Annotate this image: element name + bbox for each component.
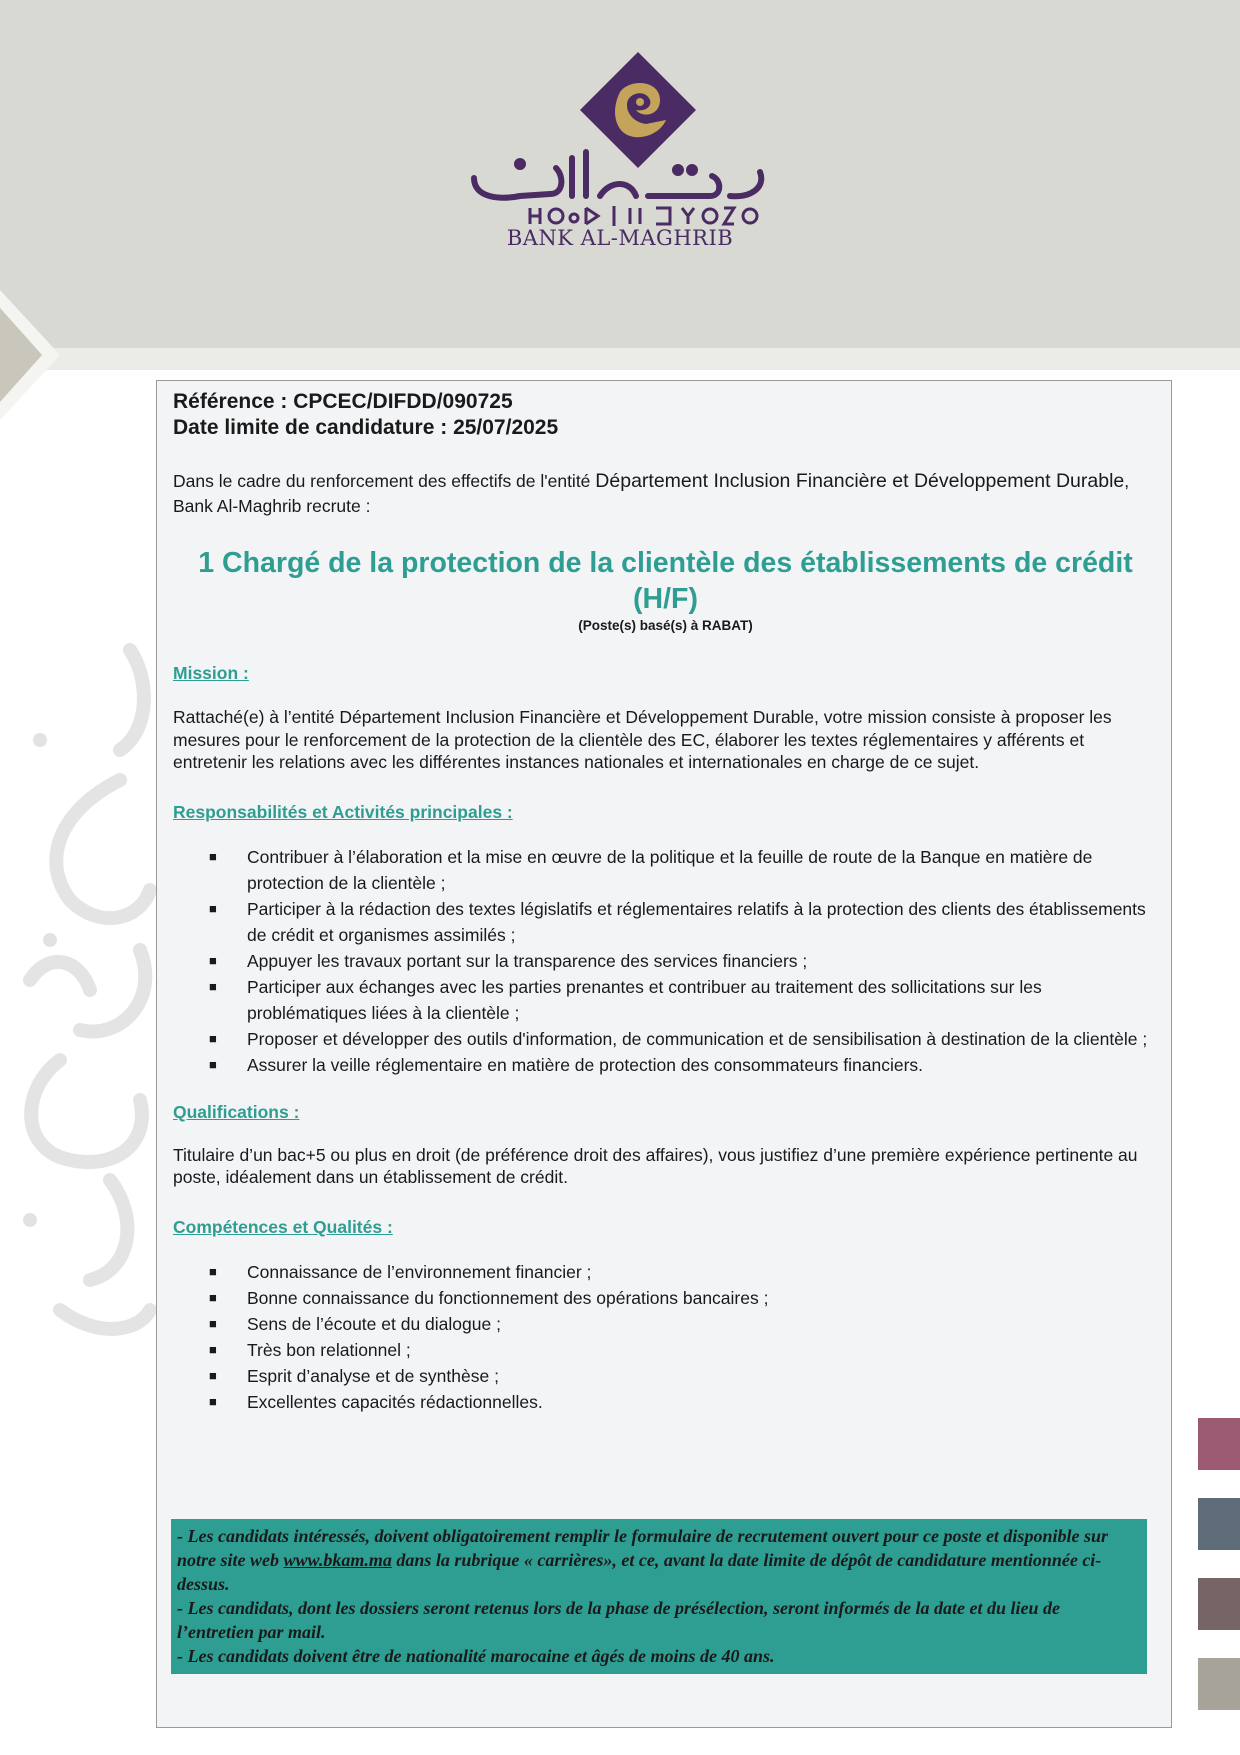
- header-strip: [0, 348, 1240, 370]
- website-link[interactable]: www.bkam.ma: [283, 1550, 392, 1570]
- bullet-icon: ■: [209, 900, 217, 916]
- list-item: ■ Participer à la rédaction des textes législatifs et réglementaires relatifs à la protection des clients des établissements de crédit et organismes assimilés ;: [173, 896, 1158, 948]
- skills-list: [173, 1259, 1158, 1415]
- job-location: (Poste(s) basé(s) à RABAT): [578, 618, 753, 633]
- responsibilities-list: [173, 844, 1158, 1078]
- list-item: ■ Esprit d’analyse et de synthèse ;: [173, 1363, 1158, 1389]
- logo-diamond-icon: [580, 52, 696, 168]
- intro-text-1: Dans le cadre du renforcement des effectifs de l'entité: [173, 471, 596, 491]
- list-item: ■ Contribuer à l’élaboration et la mise en œuvre de la politique et la feuille de route de la Banque en matière de protection de la clientèle ;: [173, 844, 1158, 896]
- bullet-icon: ■: [209, 1030, 217, 1046]
- bullet-icon: ■: [209, 1367, 217, 1383]
- bullet-icon: ■: [209, 848, 217, 864]
- responsibilities-title: Responsabilités et Activités principales :: [173, 801, 513, 822]
- logo-arabic-script-icon: [474, 152, 761, 198]
- qualifications-text: Titulaire d’un bac+5 ou plus en droit (de préférence droit des affaires), vous justifiez d’une première expérience pertinente au poste, idéalement dans un établissement de crédit.: [173, 1144, 1138, 1187]
- list-item: ■ Excellentes capacités rédactionnelles.: [173, 1389, 1158, 1415]
- skills-title: Compétences et Qualités :: [173, 1216, 393, 1237]
- accent-swatch: [1198, 1658, 1240, 1710]
- bullet-icon: ■: [209, 1315, 217, 1331]
- bullet-icon: ■: [209, 1263, 217, 1279]
- accent-swatch: [1198, 1578, 1240, 1630]
- chevron-decoration-icon: [0, 290, 64, 420]
- bullet-icon: ■: [209, 1393, 217, 1409]
- deadline: Date limite de candidature : 25/07/2025: [173, 416, 559, 439]
- intro-text-2: , Bank Al-Maghrib recrute :: [173, 471, 1130, 516]
- logo-brand-name: BANK AL-MAGHRIB: [506, 226, 734, 250]
- list-item: ■ Connaissance de l’environnement financier ;: [173, 1259, 1158, 1285]
- list-item: ■ Sens de l’écoute et du dialogue ;: [173, 1311, 1158, 1337]
- bullet-icon: ■: [209, 978, 217, 994]
- application-notice: [171, 1519, 1147, 1674]
- notice-line-2: - Les candidats, dont les dossiers seront retenus lors de la phase de présélection, seront informés de la date et du lieu de l’entretien par mail.: [177, 1598, 1060, 1642]
- bullet-icon: ■: [209, 1341, 217, 1357]
- mission-text: Rattaché(e) à l’entité Département Inclusion Financière et Développement Durable, votre mission consiste à proposer les mesures pour le renforcement de la protection de la clientèle des EC, élaborer les textes réglementaires y afférents et entretenir les relations avec les différentes instances nationales et internationales en charge de ce sujet.: [173, 707, 1112, 772]
- mission-title: Mission :: [173, 663, 249, 683]
- bullet-icon: ■: [209, 952, 217, 968]
- qualifications-title: Qualifications :: [173, 1101, 300, 1122]
- intro-paragraph: [173, 469, 1158, 519]
- list-item: ■ Très bon relationnel ;: [173, 1337, 1158, 1363]
- accent-swatch: [1198, 1498, 1240, 1550]
- reference: Référence : CPCEC/DIFDD/090725: [173, 390, 513, 413]
- list-item: ■ Assurer la veille réglementaire en matière de protection des consommateurs financiers.: [173, 1052, 1158, 1078]
- list-item: ■ Participer aux échanges avec les parties prenantes et contribuer au traitement des sollicitations sur les problématiques liées à la clientèle ;: [173, 974, 1158, 1026]
- logo-tifinagh-icon: [530, 206, 757, 226]
- notice-line-1: - Les candidats intéressés, doivent obligatoirement remplir le formulaire de recrutement ouvert pour ce poste et disponible sur notre site web www.bkam.ma dans la rubrique « carrières», et ce, avant la date limite de dépôt de candidature mentionnée ci-dessus.: [177, 1526, 1108, 1594]
- list-item: ■ Proposer et développer des outils d'information, de communication et de sensibilisation à destination de la clientèle ;: [173, 1026, 1158, 1052]
- job-posting-content: [173, 389, 1158, 1415]
- bullet-icon: ■: [209, 1289, 217, 1305]
- accent-swatch: [1198, 1418, 1240, 1470]
- list-item: ■ Bonne connaissance du fonctionnement des opérations bancaires ;: [173, 1285, 1158, 1311]
- list-item: ■ Appuyer les travaux portant sur la transparence des services financiers ;: [173, 948, 1158, 974]
- notice-line-3: - Les candidats doivent être de nationalité marocaine et âgés de moins de 40 ans.: [177, 1646, 775, 1666]
- job-title: 1 Chargé de la protection de la clientèle des établissements de crédit (H/F): [198, 547, 1133, 615]
- bullet-icon: ■: [209, 1056, 217, 1072]
- calligraphy-watermark-icon: [0, 620, 170, 1360]
- job-posting-frame: [156, 380, 1172, 1728]
- intro-entity: Département Inclusion Financière et Développement Durable: [595, 470, 1125, 492]
